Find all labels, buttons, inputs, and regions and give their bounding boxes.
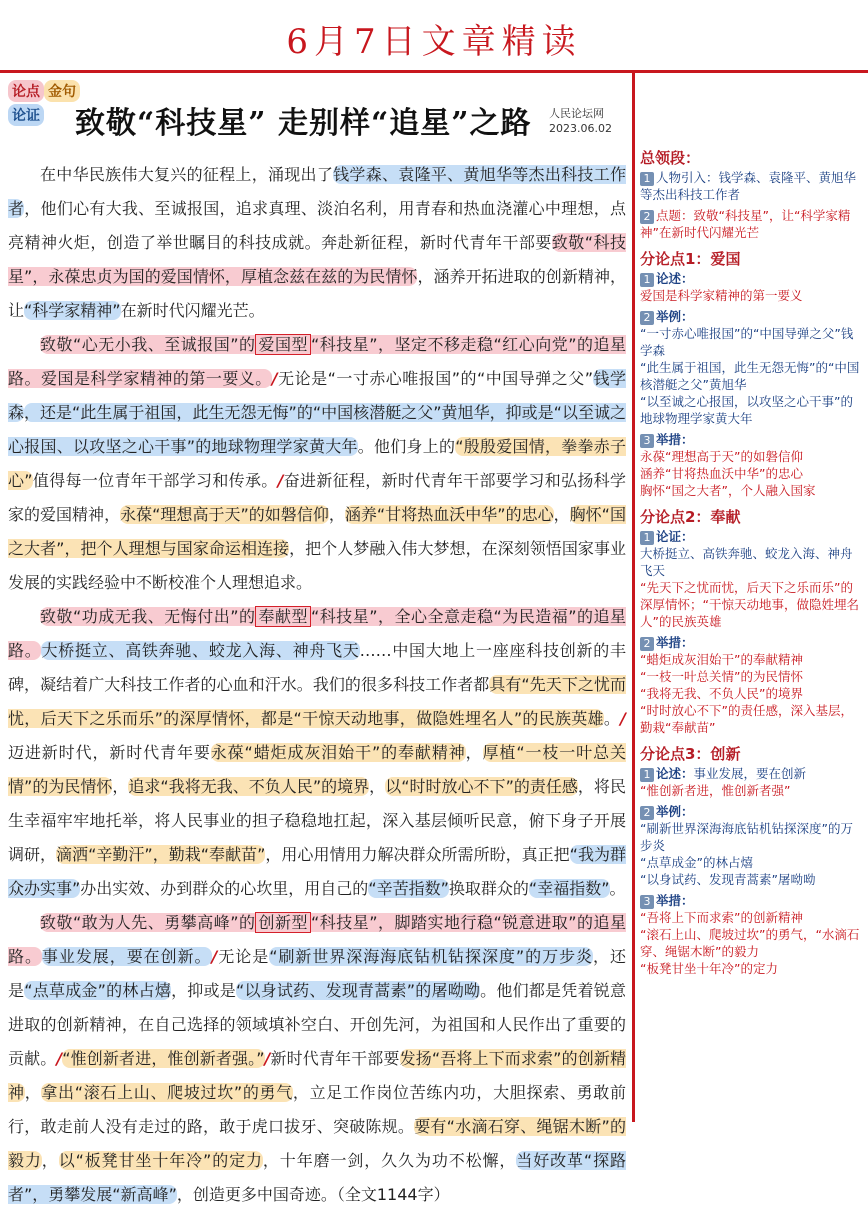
number-badge: 1 [640,768,654,782]
number-badge: 2 [640,210,654,224]
section-heading: 分论点2：奉献 [640,508,741,526]
note-item: 2 点题：致敬“科技星”，让“科学家精神”在新时代闪耀光芒 [640,208,851,240]
page-header [0,0,868,72]
page-title: 6月7日文章精读 [286,22,582,62]
note-item: 2 举例： “刷新世界深海海底钻机钻探深度”的万步炎 “点草成金”的林占熺 “以身试药、发现青蒿素”屠呦呦 [640,804,853,887]
tag-quote: 金句 [44,80,80,102]
note-item: 1 人物引入：钱学森、袁隆平、黄旭华等杰出科技工作者 [640,170,857,202]
paragraph-3: 致敬“功成无我、无悔付出”的 奉献型 “科技星”，全心全意走稳“为民造福”的追星路。大桥挺立、高铁奔驰、蛟龙入海、神舟飞天……中国大地上一座座科技创新的丰碑，凝结着广大科技工作者的心血和汗水。我们的很多科技工作者都具有“先天下之忧而忧，后天下之乐而乐”的深厚情怀，都是“干惊天动地事，做隐姓埋名人”的民族英雄。/迈进新时代，新时代青年要永葆“蜡炬成灰泪始干”的奉献精神，厚植“一枝一叶总关情”的为民情怀，追求“我将无我、不负人民”的境界，以“时时放心不下”的责任感，将民生幸福牢牢地托举，将人民事业的担子稳稳地扛起，深入基层倾听民意，俯下身子开展调研，滴洒“辛勤汗”，勤栽“奉献苗”，用心用情用力解决群众所需所盼，真正把“我为群众办实事”办出实效、办到群众的心坎里，用自己的“辛苦指数”换取群众的“幸福指数”。 [8,607,626,898]
note-item: 2 举措： “蜡炬成灰泪始干”的奉献精神 “一枝一叶总关情”的为民情怀 “我将无我、不负人民”的境界 “时时放心不下”的责任感，深入基层，勤栽“奉献苗” [640,635,853,735]
column-divider [632,72,635,1122]
note-item: 3 举措： “吾将上下而求索”的创新精神 “滚石上山、爬坡过坎”的勇气，“水滴石穿、绳锯木断”的毅力 “板凳甘坐十年冷”的定力 [640,893,860,976]
type-box-innovation: 创新型 [255,912,310,933]
number-badge: 1 [640,531,654,545]
source-name: 人民论坛网 [549,107,604,120]
number-badge: 2 [640,637,654,651]
legend-tags [8,80,80,126]
article-title: 致敬“科技星” 走别样“追星”之路 [75,106,532,141]
header-divider [0,70,868,73]
tag-evidence: 论证 [8,104,44,126]
section-heading: 总领段： [640,149,701,167]
number-badge: 3 [640,434,654,448]
number-badge: 2 [640,311,654,325]
type-box-dedication: 奉献型 [255,606,310,627]
side-notes [640,150,864,981]
note-item: 2 举例： “一寸赤心唯报国”的“中国导弹之父”钱学森 “此生属于祖国，此生无怨无悔”的“中国核潜艇之父”黄旭华 “以至诚之心报国，以攻坚之心干事”的地球物理学家黄大年 [640,309,860,426]
article-source [549,106,612,136]
note-item: 3 举措： 永葆“理想高于天”的如磐信仰 涵养“甘将热血沃中华”的忠心 胸怀“国之大者”，个人融入国家 [640,432,816,498]
note-item: 1 论述： 爱国是科学家精神的第一要义 [640,271,803,303]
section-heading: 分论点3：创新 [640,745,741,763]
number-badge: 1 [640,172,654,186]
number-badge: 2 [640,806,654,820]
type-box-patriotic: 爱国型 [255,334,310,355]
section-heading: 分论点1：爱国 [640,250,741,268]
paragraph-1: 在中华民族伟大复兴的征程上，涌现出了钱学森、袁隆平、黄旭华等杰出科技工作者，他们心有大我、至诚报国，追求真理、淡泊名利，用青春和热血浇灌心中理想，点亮精神火炬，创造了举世瞩目的科技成就。奔赴新征程，新时代青年干部要致敬“科技星”，永葆忠贞为国的爱国情怀，厚植念兹在兹的为民情怀，涵养开拓进取的创新精神，让“科学家精神”在新时代闪耀光芒。 [8,165,626,320]
tag-argument: 论点 [8,80,44,102]
number-badge: 3 [640,895,654,909]
article-body [8,158,626,1212]
paragraph-2: 致敬“心无小我、至诚报国”的 爱国型 “科技星”，坚定不移走稳“红心向党”的追星路。爱国是科学家精神的第一要义。/无论是“一寸赤心唯报国”的“中国导弹之父”钱学森，还是“此生属于祖国，此生无怨无悔”的“中国核潜艇之父”黄旭华，抑或是“以至诚之心报国、以攻坚之心干事”的地球物理学家黄大年。他们身上的“殷殷爱国情，拳拳赤子心”值得每一位青年干部学习和传承。/奋进新征程，新时代青年干部要学习和弘扬科学家的爱国精神，永葆“理想高于天”的如磐信仰，涵养“甘将热血沃中华”的忠心，胸怀“国之大者”，把个人理想与国家命运相连接，把个人梦融入伟大梦想，在深刻领悟国家事业发展的实践经验中不断校准个人理想追求。 [8,335,626,592]
number-badge: 1 [640,273,654,287]
paragraph-4: 致敬“敢为人先、勇攀高峰”的 创新型 “科技星”，脚踏实地行稳“锐意进取”的追星路。事业发展，要在创新。/无论是“刷新世界深海海底钻机钻探深度”的万步炎，还是“点草成金”的林占熺，抑或是“以身试药、发现青蒿素”的屠呦呦。他们都是凭着锐意进取的创新精神，在自己选择的领域填补空白、开创先河，为祖国和人民作出了重要的贡献。/“惟创新者进，惟创新者强。”/新时代青年干部要发扬“吾将上下而求索”的创新精神，拿出“滚石上山、爬坡过坎”的勇气，立足工作岗位苦练内功，大胆探索、勇敢前行，敢走前人没有走过的路，敢于虎口拔牙、突破陈规。要有“水滴石穿、绳锯木断”的毅力，以“板凳甘坐十年冷”的定力，十年磨一剑，久久为功不松懈，当好改革“探路者”，勇攀发展“新高峰”，创造更多中国奇迹。（全文1144字） [8,913,626,1204]
source-date: 2023.06.02 [549,122,612,135]
note-item: 1 论证： 大桥挺立、高铁奔驰、蛟龙入海、神舟飞天 “先天下之忧而忧，后天下之乐而乐”的深厚情怀；“干惊天动地事，做隐姓埋名人”的民族英雄 [640,529,859,629]
note-item: 1 论述：事业发展，要在创新 “惟创新者进，惟创新者强” [640,766,807,798]
